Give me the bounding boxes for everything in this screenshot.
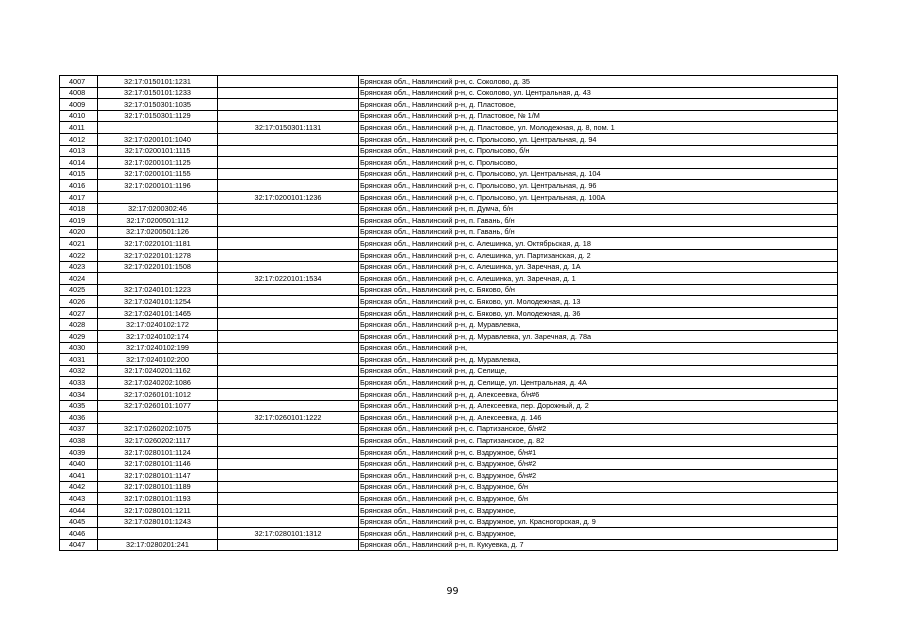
row-number-cell: 4030 (60, 342, 98, 354)
address-cell: Брянская обл., Навлинский р-н, с. Соколово, ул. Центральная, д. 43 (359, 87, 838, 99)
cadastral-number-cell: 32:17:0240101:1223 (98, 284, 218, 296)
cadastral-number-cell: 32:17:0280101:1243 (98, 516, 218, 528)
cadastral-number-cell: 32:17:0200101:1125 (98, 157, 218, 169)
cadastral-number-alt-cell (218, 226, 359, 238)
address-cell: Брянская обл., Навлинский р-н, с. Вздружное, б/н#2 (359, 458, 838, 470)
row-number-cell: 4018 (60, 203, 98, 215)
cadastral-number-cell (98, 528, 218, 540)
address-cell: Брянская обл., Навлинский р-н, с. Вздружное, ул. Красногорская, д. 9 (359, 516, 838, 528)
cadastral-number-cell: 32:17:0240102:174 (98, 331, 218, 343)
address-cell: Брянская обл., Навлинский р-н, с. Соколово, д. 35 (359, 76, 838, 88)
row-number-cell: 4024 (60, 273, 98, 285)
cadastral-number-cell: 32:17:0200302:46 (98, 203, 218, 215)
row-number-cell: 4041 (60, 470, 98, 482)
row-number-cell: 4008 (60, 87, 98, 99)
cadastral-number-cell: 32:17:0200501:126 (98, 226, 218, 238)
page-number: 99 (446, 586, 459, 597)
cadastral-number-alt-cell (218, 145, 359, 157)
table-row (60, 423, 838, 435)
row-number-cell: 4011 (60, 122, 98, 134)
cadastral-number-cell: 32:17:0200101:1155 (98, 168, 218, 180)
row-number-cell: 4009 (60, 99, 98, 111)
cadastral-number-cell: 32:17:0280101:1124 (98, 447, 218, 459)
row-number-cell: 4042 (60, 481, 98, 493)
address-cell: Брянская обл., Навлинский р-н, п. Гавань, б/н (359, 226, 838, 238)
address-cell: Брянская обл., Навлинский р-н, с. Вздружное, б/н (359, 481, 838, 493)
table-row (60, 284, 838, 296)
cadastral-number-cell: 32:17:0240202:1086 (98, 377, 218, 389)
table-row (60, 342, 838, 354)
cadastral-number-alt-cell (218, 447, 359, 459)
row-number-cell: 4013 (60, 145, 98, 157)
table-row (60, 249, 838, 261)
row-number-cell: 4019 (60, 215, 98, 227)
cadastral-number-cell: 32:17:0240102:200 (98, 354, 218, 366)
table-row (60, 435, 838, 447)
table-row (60, 203, 838, 215)
cadastral-number-alt-cell (218, 365, 359, 377)
table-row (60, 493, 838, 505)
cadastral-number-alt-cell (218, 168, 359, 180)
table-row (60, 133, 838, 145)
table-row (60, 354, 838, 366)
address-cell: Брянская обл., Навлинский р-н, с. Бяково, ул. Молодежная, д. 36 (359, 307, 838, 319)
cadastral-number-alt-cell (218, 400, 359, 412)
row-number-cell: 4020 (60, 226, 98, 238)
table-row (60, 331, 838, 343)
cadastral-number-alt-cell (218, 76, 359, 88)
address-cell: Брянская обл., Навлинский р-н, с. Вздружное, (359, 528, 838, 540)
table-row (60, 307, 838, 319)
address-cell: Брянская обл., Навлинский р-н, с. Вздружное, (359, 504, 838, 516)
cadastral-number-alt-cell (218, 133, 359, 145)
cadastral-number-alt-cell (218, 389, 359, 401)
address-cell: Брянская обл., Навлинский р-н, д. Пластовое, (359, 99, 838, 111)
cadastral-number-alt-cell: 32:17:0150301:1131 (218, 122, 359, 134)
table-row (60, 447, 838, 459)
cadastral-number-alt-cell (218, 319, 359, 331)
row-number-cell: 4010 (60, 110, 98, 122)
table-row (60, 261, 838, 273)
cadastral-number-cell: 32:17:0280101:1146 (98, 458, 218, 470)
table-row (60, 180, 838, 192)
table-row (60, 470, 838, 482)
row-number-cell: 4046 (60, 528, 98, 540)
row-number-cell: 4047 (60, 539, 98, 551)
cadastral-number-alt-cell (218, 238, 359, 250)
cadastral-number-cell: 32:17:0150101:1233 (98, 87, 218, 99)
cadastral-number-alt-cell (218, 203, 359, 215)
cadastral-number-cell: 32:17:0220101:1278 (98, 249, 218, 261)
row-number-cell: 4021 (60, 238, 98, 250)
cadastral-table-body (60, 76, 838, 551)
cadastral-number-alt-cell (218, 307, 359, 319)
address-cell: Брянская обл., Навлинский р-н, с. Пролысово, ул. Центральная, д. 100А (359, 191, 838, 203)
cadastral-number-cell: 32:17:0280101:1211 (98, 504, 218, 516)
row-number-cell: 4036 (60, 412, 98, 424)
address-cell: Брянская обл., Навлинский р-н, с. Партизанское, б/н#2 (359, 423, 838, 435)
cadastral-number-cell: 32:17:0150101:1231 (98, 76, 218, 88)
table-row (60, 157, 838, 169)
cadastral-number-alt-cell (218, 504, 359, 516)
table-row (60, 273, 838, 285)
cadastral-number-cell: 32:17:0260202:1075 (98, 423, 218, 435)
cadastral-number-alt-cell (218, 157, 359, 169)
cadastral-number-alt-cell (218, 110, 359, 122)
row-number-cell: 4037 (60, 423, 98, 435)
cadastral-number-cell: 32:17:0200501:112 (98, 215, 218, 227)
cadastral-number-alt-cell (218, 539, 359, 551)
cadastral-number-cell: 32:17:0240102:199 (98, 342, 218, 354)
row-number-cell: 4023 (60, 261, 98, 273)
cadastral-number-alt-cell (218, 284, 359, 296)
table-row (60, 76, 838, 88)
row-number-cell: 4034 (60, 389, 98, 401)
address-cell: Брянская обл., Навлинский р-н, с. Алешинка, ул. Партизанская, д. 2 (359, 249, 838, 261)
cadastral-number-alt-cell (218, 99, 359, 111)
table-row (60, 238, 838, 250)
cadastral-number-alt-cell (218, 481, 359, 493)
cadastral-number-alt-cell (218, 249, 359, 261)
table-row (60, 215, 838, 227)
cadastral-number-cell (98, 412, 218, 424)
cadastral-number-alt-cell (218, 296, 359, 308)
cadastral-number-cell: 32:17:0220101:1181 (98, 238, 218, 250)
address-cell: Брянская обл., Навлинский р-н, д. Селище, ул. Центральная, д. 4А (359, 377, 838, 389)
cadastral-number-cell: 32:17:0260101:1012 (98, 389, 218, 401)
address-cell: Брянская обл., Навлинский р-н, с. Партизанское, д. 82 (359, 435, 838, 447)
cadastral-table (59, 75, 838, 551)
row-number-cell: 4025 (60, 284, 98, 296)
table-row (60, 145, 838, 157)
table-row (60, 400, 838, 412)
cadastral-number-cell: 32:17:0240102:172 (98, 319, 218, 331)
address-cell: Брянская обл., Навлинский р-н, д. Селище, (359, 365, 838, 377)
row-number-cell: 4017 (60, 191, 98, 203)
address-cell: Брянская обл., Навлинский р-н, с. Алешинка, ул. Заречная, д. 1 (359, 273, 838, 285)
address-cell: Брянская обл., Навлинский р-н, д. Пластовое, № 1/М (359, 110, 838, 122)
cadastral-number-alt-cell (218, 435, 359, 447)
row-number-cell: 4026 (60, 296, 98, 308)
row-number-cell: 4033 (60, 377, 98, 389)
cadastral-number-alt-cell (218, 354, 359, 366)
table-row (60, 168, 838, 180)
table-row (60, 110, 838, 122)
address-cell: Брянская обл., Навлинский р-н, с. Вздружное, б/н#2 (359, 470, 838, 482)
address-cell: Брянская обл., Навлинский р-н, с. Пролысово, ул. Центральная, д. 104 (359, 168, 838, 180)
cadastral-number-cell (98, 273, 218, 285)
address-cell: Брянская обл., Навлинский р-н, с. Алешинка, ул. Заречная, д. 1А (359, 261, 838, 273)
row-number-cell: 4022 (60, 249, 98, 261)
address-cell: Брянская обл., Навлинский р-н, д. Алексеевка, д. 146 (359, 412, 838, 424)
address-cell: Брянская обл., Навлинский р-н, с. Бяково, ул. Молодежная, д. 13 (359, 296, 838, 308)
address-cell: Брянская обл., Навлинский р-н, с. Пролысово, ул. Центральная, д. 96 (359, 180, 838, 192)
cadastral-number-alt-cell (218, 493, 359, 505)
cadastral-number-cell: 32:17:0220101:1508 (98, 261, 218, 273)
table-row (60, 191, 838, 203)
row-number-cell: 4028 (60, 319, 98, 331)
table-row (60, 458, 838, 470)
cadastral-number-alt-cell (218, 342, 359, 354)
cadastral-number-alt-cell (218, 180, 359, 192)
cadastral-number-alt-cell (218, 377, 359, 389)
table-row (60, 296, 838, 308)
row-number-cell: 4015 (60, 168, 98, 180)
row-number-cell: 4040 (60, 458, 98, 470)
table-row (60, 226, 838, 238)
cadastral-number-cell: 32:17:0200101:1115 (98, 145, 218, 157)
cadastral-number-cell: 32:17:0240201:1162 (98, 365, 218, 377)
cadastral-number-alt-cell: 32:17:0280101:1312 (218, 528, 359, 540)
cadastral-number-alt-cell (218, 261, 359, 273)
cadastral-number-alt-cell: 32:17:0200101:1236 (218, 191, 359, 203)
address-cell: Брянская обл., Навлинский р-н, д. Алексеевка, б/н#6 (359, 389, 838, 401)
table-row (60, 365, 838, 377)
cadastral-number-alt-cell: 32:17:0260101:1222 (218, 412, 359, 424)
row-number-cell: 4014 (60, 157, 98, 169)
row-number-cell: 4031 (60, 354, 98, 366)
row-number-cell: 4038 (60, 435, 98, 447)
table-row (60, 516, 838, 528)
address-cell: Брянская обл., Навлинский р-н, (359, 342, 838, 354)
row-number-cell: 4032 (60, 365, 98, 377)
cadastral-number-cell: 32:17:0150301:1035 (98, 99, 218, 111)
address-cell: Брянская обл., Навлинский р-н, с. Вздружное, б/н#1 (359, 447, 838, 459)
row-number-cell: 4045 (60, 516, 98, 528)
row-number-cell: 4012 (60, 133, 98, 145)
address-cell: Брянская обл., Навлинский р-н, п. Кукуевка, д. 7 (359, 539, 838, 551)
cadastral-number-alt-cell (218, 470, 359, 482)
row-number-cell: 4035 (60, 400, 98, 412)
address-cell: Брянская обл., Навлинский р-н, с. Бяково, б/н (359, 284, 838, 296)
cadastral-number-cell: 32:17:0150301:1129 (98, 110, 218, 122)
cadastral-number-alt-cell (218, 458, 359, 470)
table-row (60, 319, 838, 331)
table-row (60, 412, 838, 424)
address-cell: Брянская обл., Навлинский р-н, д. Алексеевка, пер. Дорожный, д. 2 (359, 400, 838, 412)
address-cell: Брянская обл., Навлинский р-н, п. Гавань, б/н (359, 215, 838, 227)
cadastral-number-cell: 32:17:0200101:1040 (98, 133, 218, 145)
table-row (60, 377, 838, 389)
cadastral-number-alt-cell (218, 331, 359, 343)
row-number-cell: 4016 (60, 180, 98, 192)
row-number-cell: 4044 (60, 504, 98, 516)
address-cell: Брянская обл., Навлинский р-н, д. Муравлевка, (359, 354, 838, 366)
cadastral-number-cell: 32:17:0240101:1465 (98, 307, 218, 319)
cadastral-number-alt-cell (218, 215, 359, 227)
address-cell: Брянская обл., Навлинский р-н, д. Муравлевка, (359, 319, 838, 331)
table-row (60, 87, 838, 99)
cadastral-number-cell (98, 191, 218, 203)
row-number-cell: 4043 (60, 493, 98, 505)
cadastral-number-cell: 32:17:0280101:1193 (98, 493, 218, 505)
table-row (60, 389, 838, 401)
row-number-cell: 4029 (60, 331, 98, 343)
cadastral-number-cell: 32:17:0200101:1196 (98, 180, 218, 192)
table-row (60, 122, 838, 134)
cadastral-number-cell (98, 122, 218, 134)
cadastral-number-alt-cell (218, 87, 359, 99)
table-row (60, 539, 838, 551)
cadastral-number-alt-cell (218, 516, 359, 528)
cadastral-number-cell: 32:17:0280101:1147 (98, 470, 218, 482)
address-cell: Брянская обл., Навлинский р-н, с. Алешинка, ул. Октябрьская, д. 18 (359, 238, 838, 250)
row-number-cell: 4039 (60, 447, 98, 459)
cadastral-number-cell: 32:17:0260202:1117 (98, 435, 218, 447)
cadastral-number-alt-cell (218, 423, 359, 435)
cadastral-number-cell: 32:17:0240101:1254 (98, 296, 218, 308)
table-row (60, 99, 838, 111)
address-cell: Брянская обл., Навлинский р-н, с. Пролысово, б/н (359, 145, 838, 157)
cadastral-number-cell: 32:17:0260101:1077 (98, 400, 218, 412)
table-row (60, 504, 838, 516)
table-row (60, 481, 838, 493)
cadastral-number-cell: 32:17:0280101:1189 (98, 481, 218, 493)
address-cell: Брянская обл., Навлинский р-н, с. Вздружное, б/н (359, 493, 838, 505)
table-row (60, 528, 838, 540)
row-number-cell: 4027 (60, 307, 98, 319)
address-cell: Брянская обл., Навлинский р-н, с. Пролысово, (359, 157, 838, 169)
cadastral-number-alt-cell: 32:17:0220101:1534 (218, 273, 359, 285)
address-cell: Брянская обл., Навлинский р-н, д. Муравлевка, ул. Заречная, д. 78а (359, 331, 838, 343)
address-cell: Брянская обл., Навлинский р-н, п. Думча, б/н (359, 203, 838, 215)
address-cell: Брянская обл., Навлинский р-н, с. Пролысово, ул. Центральная, д. 94 (359, 133, 838, 145)
cadastral-number-cell: 32:17:0280201:241 (98, 539, 218, 551)
row-number-cell: 4007 (60, 76, 98, 88)
address-cell: Брянская обл., Навлинский р-н, д. Пластовое, ул. Молодежная, д. 8, пом. 1 (359, 122, 838, 134)
